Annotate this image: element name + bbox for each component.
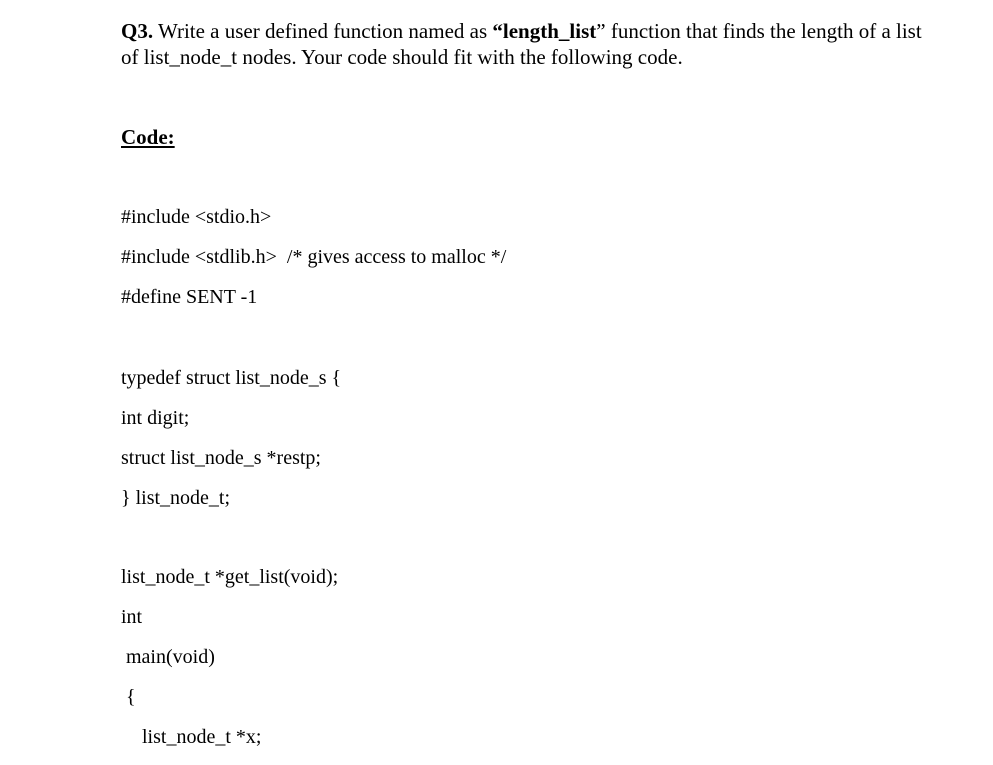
code-comment-malloc: /* gives access to malloc */	[286, 246, 507, 268]
code-line-int: int	[121, 606, 143, 628]
code-line-int-digit: int digit;	[121, 407, 190, 429]
question-number: Q3.	[121, 19, 154, 43]
code-line-define-sent: #define SENT -1	[121, 286, 258, 308]
code-line-typedef-open: typedef struct list_node_s {	[121, 367, 342, 389]
question-text-before: Write a user defined function named as	[153, 19, 493, 43]
code-line-get-list-proto: list_node_t *get_list(void);	[121, 566, 339, 588]
code-line-open-brace: {	[126, 686, 136, 708]
code-line-include-stdlib	[121, 245, 506, 269]
question-close-quote: ”	[596, 19, 606, 43]
code-include-stdlib: #include <stdlib.h>	[121, 246, 277, 268]
code-heading: Code:	[121, 125, 175, 149]
code-line-decl-x: list_node_t *x;	[142, 726, 262, 748]
question-line2: of list_node_t nodes. Your code should fit with the following code.	[121, 45, 683, 69]
question-function-name: length_list	[502, 19, 597, 43]
question-line1-rest: function that finds the length of a list	[605, 19, 922, 43]
code-line-include-stdio: #include <stdio.h>	[121, 206, 272, 228]
code-line-main: main(void)	[126, 646, 215, 668]
question-open-quote: “	[492, 19, 503, 43]
code-line-typedef-close: } list_node_t;	[121, 487, 231, 509]
code-line-struct-restp: struct list_node_s *restp;	[121, 447, 321, 469]
question-text	[121, 18, 941, 70]
